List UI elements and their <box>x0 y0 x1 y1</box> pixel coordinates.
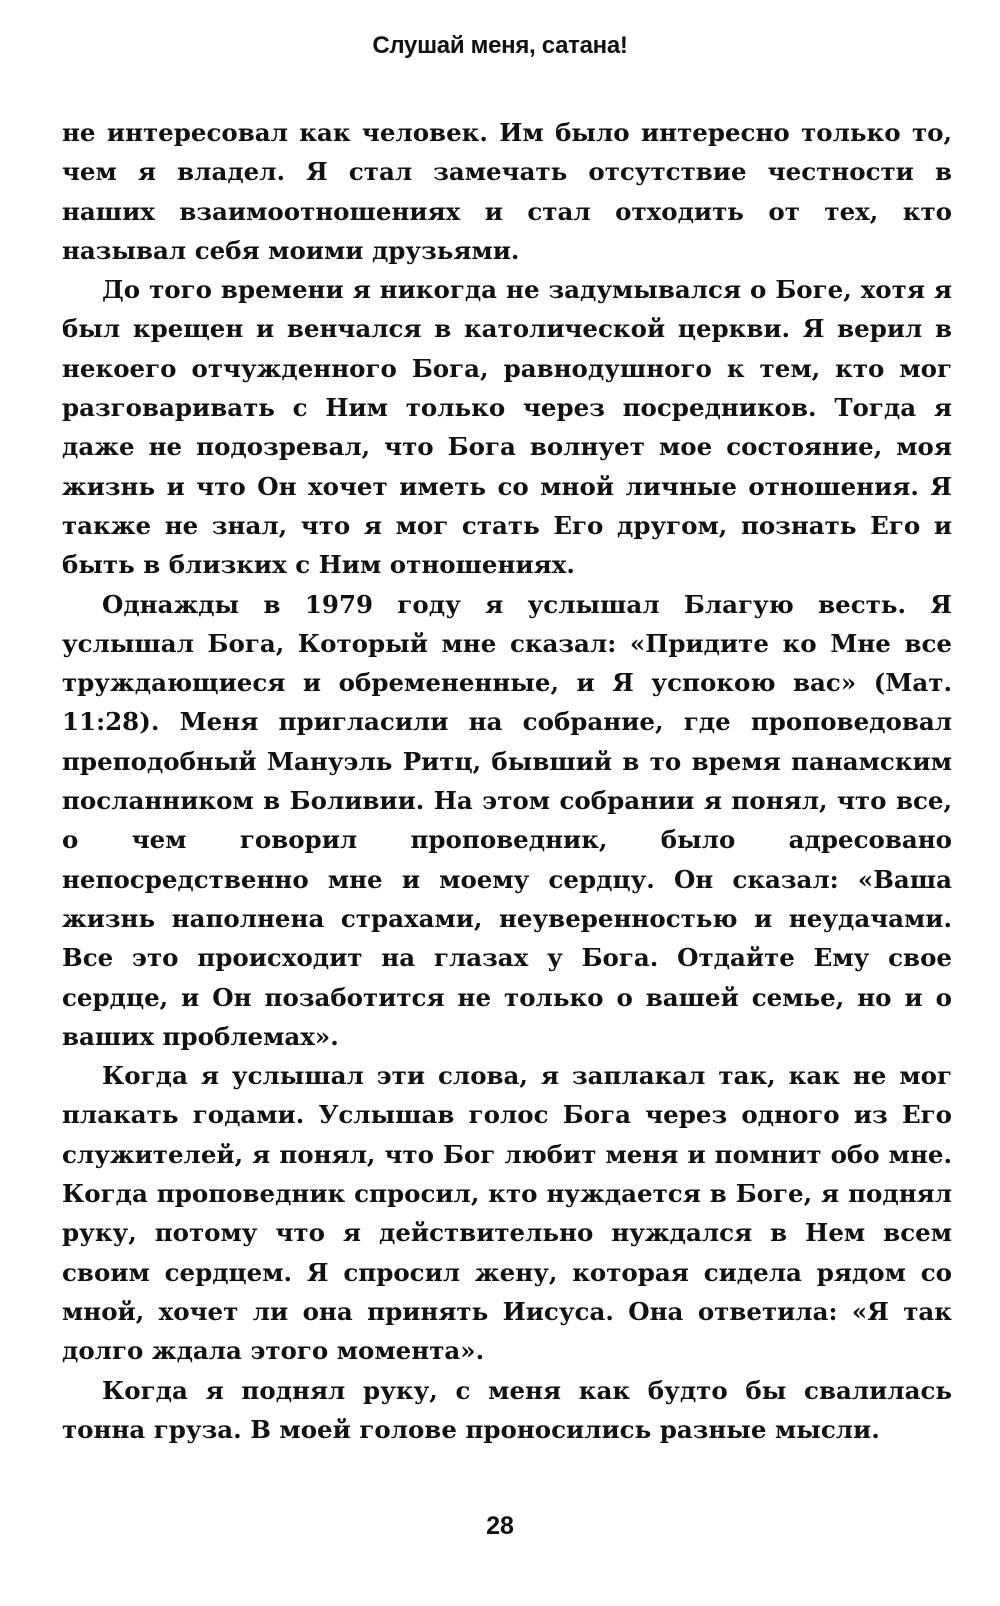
page-number: 28 <box>486 1512 514 1540</box>
paragraph: До того времени я никогда не задумывался о Боге, хотя я был крещен и венчался в католической церкви. Я верил в некоего отчужденного Бога, равнодушного к тем, кто мог разговаривать с Ним только через посредников. Тогда я даже не подозревал, что Бога волнует мое состояние, моя жизнь и что Он хочет иметь со мной личные отношения. Я также не знал, что я мог стать Его другом, познать Его и быть в близких с Ним отношениях. <box>62 275 952 580</box>
paragraph: Когда я услышал эти слова, я заплакал так, как не мог плакать годами. Услышав голос Бога через одного из Его служителей, я понял, что Бог любит меня и помнит обо мне. Когда проповедник спросил, кто нуждается в Боге, я поднял руку, потому что я действительно нуждался в Нем всем своим сердцем. Я спросил жену, которая сидела рядом со мной, хочет ли она принять Иисуса. Она ответила: «Я так долго ждала этого момента». <box>62 1061 952 1366</box>
body-text <box>62 113 952 1449</box>
paragraph: Когда я поднял руку, с меня как будто бы свалилась тонна груза. В моей голове проносились разные мысли. <box>62 1375 952 1444</box>
paragraph: Однажды в 1979 году я услышал Благую весть. Я услышал Бога, Который мне сказал: «Придите ко Мне все труждающиеся и обремененные, и Я успокою вас» (Мат. 11:28). Меня пригласили на собрание, где проповедовал преподобный Мануэль Ритц, бывший в то время панамским посланником в Боливии. На этом собрании я понял, что все, о чем говорил проповедник, было адресовано непосредственно мне и моему сердцу. Он сказал: «Ваша жизнь наполнена страхами, неуверенностью и неудачами. Все это происходит на глазах у Бога. Отдайте Ему свое сердце, и Он позаботится не только о вашей семье, но и о ваших проблемах». <box>62 589 952 1051</box>
paragraph-continued: не интересовал как человек. Им было интересно только то, чем я владел. Я стал замечать отсутствие честности в наших взаимоотношениях и стал отходить от тех, кто называл себя моими друзьями. <box>62 118 952 265</box>
running-title: Слушай меня, сатана! <box>372 32 628 59</box>
